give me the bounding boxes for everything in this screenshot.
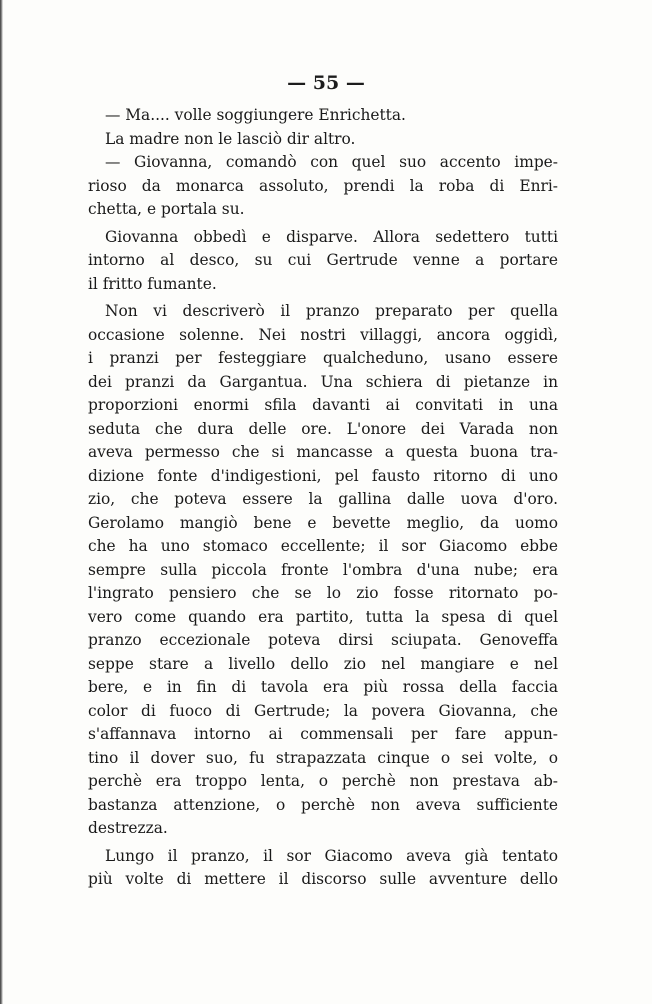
- text-line: — Giovanna, comandò con quel suo accento impe-: [105, 153, 558, 171]
- text-line: il fritto fumante.: [88, 274, 217, 293]
- text-line: — Ma.... volle soggiungere Enrichetta.: [105, 106, 406, 124]
- text-line: aveva permesso che si mancasse a questa buona tra-: [88, 443, 558, 461]
- page-number: — 55 —: [287, 72, 365, 94]
- text-line: Gerolamo mangiò bene e bevette meglio, da uomo: [88, 513, 558, 532]
- text-line: vero come quando era partito, tutta la spesa di quel: [88, 607, 558, 626]
- text-line: che ha uno stomaco eccellente; il sor Giacomo ebbe: [88, 537, 558, 555]
- text-line: Lungo il pranzo, il sor Giacomo aveva già tentato: [105, 846, 558, 865]
- text-line: tino il dover suo, fu strapazzata cinque o sei volte, o: [88, 748, 558, 767]
- text-line: occasione solenne. Nei nostri villaggi, ancora oggidì,: [88, 325, 558, 344]
- text-line: più volte di mettere il discorso sulle avventure dello: [88, 870, 558, 888]
- text-line: sempre sulla piccola fronte l'ombra d'una nube; era: [88, 560, 558, 579]
- text-line: destrezza.: [88, 819, 168, 837]
- text-line: La madre non le lasciò dir altro.: [105, 129, 356, 148]
- text-line: seduta che dura delle ore. L'onore dei Varada non: [88, 419, 558, 438]
- body-text: [88, 104, 558, 892]
- text-line: dei pranzi da Gargantua. Una schiera di pietanze in: [88, 372, 558, 391]
- text-line: s'affannava intorno ai commensali per fare appun-: [88, 725, 558, 743]
- text-line: i pranzi per festeggiare qualcheduno, usano essere: [88, 349, 558, 367]
- page-spine-shadow: [0, 0, 3, 1004]
- text-line: zio, che poteva essere la gallina dalle uova d'oro.: [88, 490, 558, 508]
- text-line: rioso da monarca assoluto, prendi la roba di Enri-: [88, 176, 558, 195]
- text-line: seppe stare a livello dello zio nel mangiare e nel: [88, 654, 558, 673]
- text-line: intorno al desco, su cui Gertrude venne a portare: [88, 251, 558, 269]
- text-line: proporzioni enormi sfila davanti ai convitati in una: [88, 396, 558, 414]
- text-line: color di fuoco di Gertrude; la povera Giovanna, che: [88, 701, 558, 720]
- text-line: Non vi descriverò il pranzo preparato per quella: [105, 302, 558, 320]
- text-line: l'ingrato pensiero che se lo zio fosse ritornato po-: [88, 584, 558, 602]
- text-line: chetta, e portala su.: [88, 200, 245, 218]
- text-line: bere, e in fin di tavola era più rossa della faccia: [88, 678, 558, 696]
- text-line: bastanza attenzione, o perchè non aveva sufficiente: [88, 795, 558, 814]
- text-line: pranzo eccezionale poteva dirsi sciupata. Genoveffa: [88, 631, 558, 649]
- text-line: Giovanna obbedì e disparve. Allora sedettero tutti: [105, 227, 558, 246]
- text-line: dizione fonte d'indigestioni, pel fausto ritorno di uno: [88, 466, 558, 485]
- text-line: perchè era troppo lenta, o perchè non prestava ab-: [88, 772, 558, 790]
